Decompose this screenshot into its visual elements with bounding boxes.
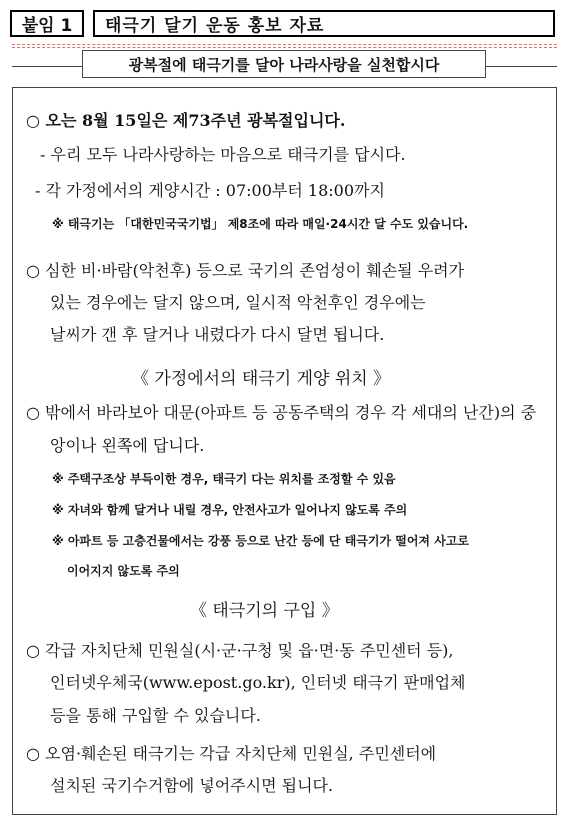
divider-top bbox=[12, 44, 557, 45]
line-3: - 각 가정에서의 게양시간 : 07:00부터 18:00까지 bbox=[35, 181, 385, 200]
document-title: 태극기 달기 운동 홍보 자료 bbox=[93, 10, 555, 37]
banner: 광복절에 태극기를 달아 나라사랑을 실천합시다 bbox=[82, 50, 486, 78]
line-20: 설치된 국기수거함에 넣어주시면 됩니다. bbox=[50, 776, 334, 795]
line-4-note: ※ 태극기는 「대한민국국기법」 제8조에 따라 매일·24시간 달 수도 있습니다. bbox=[52, 217, 469, 231]
line-13-note: ※ 아파트 등 고층건물에서는 강풍 등으로 난간 등에 단 태극기가 떨어져 사고로 bbox=[52, 534, 469, 548]
attachment-tag: 붙임 1 bbox=[10, 10, 84, 37]
line-18: 등을 통해 구입할 수 있습니다. bbox=[50, 706, 261, 725]
line-5: ○ 심한 비·바람(악천후) 등으로 국기의 존엄성이 훼손될 우려가 bbox=[26, 261, 465, 280]
line-9: ○ 밖에서 바라보아 대문(아파트 등 공동주택의 경우 각 세대의 난간)의 중 bbox=[26, 403, 537, 422]
line-17: 인터넷우체국(www.epost.go.kr), 인터넷 태극기 판매업체 bbox=[50, 673, 466, 692]
section-heading-purchase: 《 태극기의 구입 》 bbox=[190, 601, 339, 621]
section-heading-location: 《 가정에서의 태극기 게양 위치 》 bbox=[132, 369, 391, 389]
line-16: ○ 각급 자치단체 민원실(시·군·구청 및 읍·면·동 주민센터 등), bbox=[26, 641, 454, 660]
line-10: 앙이나 왼쪽에 답니다. bbox=[50, 436, 205, 455]
line-12-note: ※ 자녀와 함께 달거나 내릴 경우, 안전사고가 일어나지 않도록 주의 bbox=[52, 503, 408, 517]
line-7: 날씨가 갠 후 달거나 내렸다가 다시 달면 됩니다. bbox=[50, 325, 385, 344]
line-2: - 우리 모두 나라사랑하는 마음으로 태극기를 답시다. bbox=[40, 145, 406, 164]
divider-top-2 bbox=[12, 47, 557, 48]
line-19: ○ 오염·훼손된 태극기는 각급 자치단체 민원실, 주민센터에 bbox=[26, 744, 437, 763]
line-14-note: 이어지지 않도록 주의 bbox=[67, 564, 180, 578]
line-1: ○ 오는 8월 15일은 제73주년 광복절입니다. bbox=[26, 111, 346, 130]
line-6: 있는 경우에는 달지 않으며, 일시적 악천후인 경우에는 bbox=[50, 293, 426, 312]
line-11-note: ※ 주택구조상 부득이한 경우, 태극기 다는 위치를 조정할 수 있음 bbox=[52, 472, 396, 486]
